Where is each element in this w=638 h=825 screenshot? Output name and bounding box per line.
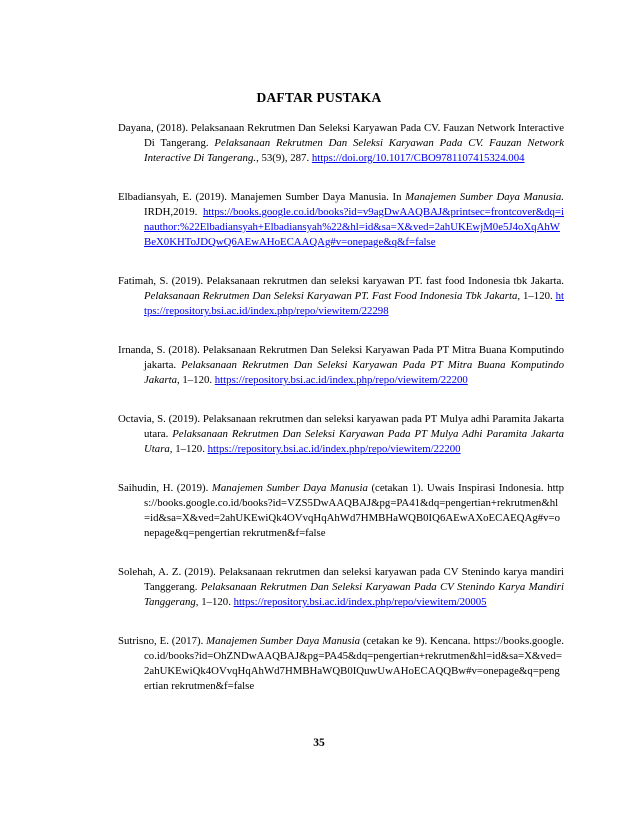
reference-link[interactable]: https://repository.bsi.ac.id/index.php/repo/viewitem/22298 (144, 290, 564, 317)
reference-lead: Dayana, (2018). Pelaksanaan Rekrutmen Dan Seleksi Karyawan Pada CV. Fauzan Network Interactive Di Tangerang. (118, 122, 564, 149)
reference-italic-title: Pelaksanaan Rekrutmen Dan Seleksi Karyawan Pada CV Stenindo Karya Mandiri Tanggerang (144, 581, 564, 608)
page-number: 35 (313, 737, 325, 749)
reference-italic-title: Manajemen Sumber Daya Manusia. (405, 191, 564, 203)
reference-item (118, 634, 564, 694)
reference-lead: Sutrisno, E. (2017). (118, 635, 207, 647)
reference-item (118, 412, 564, 457)
reference-link[interactable]: https://doi.org/10.1017/CBO9781107415324.004 (311, 152, 525, 164)
reference-italic-title: Pelaksanaan Rekrutmen Dan Seleksi Karyawan Pada PT Mitra Buana Komputindo Jakarta (144, 359, 564, 386)
reference-italic-title: Pelaksanaan Rekrutmen Dan Seleksi Karyawan Pada CV. Fauzan Network Interactive Di Tangerang. (144, 137, 564, 164)
reference-item (118, 190, 564, 250)
reference-tail: , 1–120. (169, 443, 205, 455)
reference-list (118, 121, 564, 718)
reference-lead: Solehah, A. Z. (2019). Pelaksanaan rekrutmen dan seleksi karyawan pada CV Stenindo karya mandiri Tanggerang. (118, 566, 564, 593)
reference-url-text: https://books.google.co.id/books?id=OhZNDwAAQBAJ&pg=PA45&dq=pengertian+rekrutmen&hl=id&sa=X&ved=2ahUKEwiQk4OVvqHqAhWd7HMBHaWQB0IQuwUwAHoECAQQBw#v=onepage&q=pengertian rekrutmen&f=false (144, 635, 564, 692)
reference-item (118, 481, 564, 541)
reference-tail: (cetakan 1). Uwais Inspirasi Indonesia. (367, 482, 544, 494)
reference-url-text: https://books.google.co.id/books?id=VZS5DwAAQBAJ&pg=PA41&dq=pengertian+rekrutmen&hl=id&sa=X&ved=2ahUKEwiQk4OVvqHqAhWd7HMBHaWQB0IQ6AEwAXoECAEQAg#v=onepage&q=pengertian rekrutmen&f=false (144, 482, 564, 539)
reference-lead: Elbadiansyah, E. (2019). Manajemen Sumber Daya Manusia. In (118, 191, 406, 203)
reference-tail: , 53(9), 287. (256, 152, 310, 164)
page-title: DAFTAR PUSTAKA (256, 90, 382, 105)
reference-link[interactable]: https://books.google.co.id/books?id=v9agDwAAQBAJ&printsec=frontcover&dq=inauthor:%22Elbadiansyah+Elbadiansyah%22&hl=id&sa=X&ved=2ahUKEwjM0e5J4oXqAhWBeX0KHToJDQwQ6AEwAHoECAAQAg#v=onepage&q&f=false (144, 206, 564, 248)
reference-link[interactable]: https://repository.bsi.ac.id/index.php/repo/viewitem/20005 (233, 596, 487, 608)
reference-italic-title: Pelaksanaan Rekrutmen Dan Seleksi Karyawan PT. Fast Food Indonesia Tbk Jakarta (144, 290, 518, 302)
reference-lead: Saihudin, H. (2019). (118, 482, 212, 494)
reference-item (118, 343, 564, 388)
reference-item (118, 121, 564, 166)
reference-lead: Fatimah, S. (2019). Pelaksanaan rekrutmen dan seleksi karyawan PT. fast food Indonesia tbk Jakarta. (118, 275, 564, 287)
reference-lead: Irnanda, S. (2018). Pelaksanaan Rekrutmen Dan Seleksi Karyawan Pada PT Mitra Buana Komputindo jakarta. (118, 344, 564, 371)
reference-link[interactable]: https://repository.bsi.ac.id/index.php/repo/viewitem/22200 (207, 443, 461, 455)
reference-tail: (cetakan ke 9). Kencana. (360, 635, 471, 647)
reference-italic-title: Pelaksanaan Rekrutmen Dan Seleksi Karyawan Pada PT Mulya Adhi Paramita Jakarta Utara (144, 428, 564, 455)
reference-item (118, 565, 564, 610)
reference-tail: , 1–120. (195, 596, 231, 608)
reference-tail: , 1–120. (176, 374, 213, 386)
reference-link[interactable]: https://repository.bsi.ac.id/index.php/repo/viewitem/22200 (214, 374, 468, 386)
reference-tail: , 1–120. (517, 290, 553, 302)
reference-italic-title: Manajemen Sumber Daya Manusia (206, 635, 360, 647)
reference-item (118, 274, 564, 319)
reference-lead: Octavia, S. (2019). Pelaksanaan rekrutmen dan seleksi karyawan pada PT Mulya adhi Paramita Jakarta utara. (118, 413, 564, 440)
reference-italic-title: Manajemen Sumber Daya Manusia (211, 482, 368, 494)
reference-tail: IRDH,2019. (144, 206, 198, 218)
